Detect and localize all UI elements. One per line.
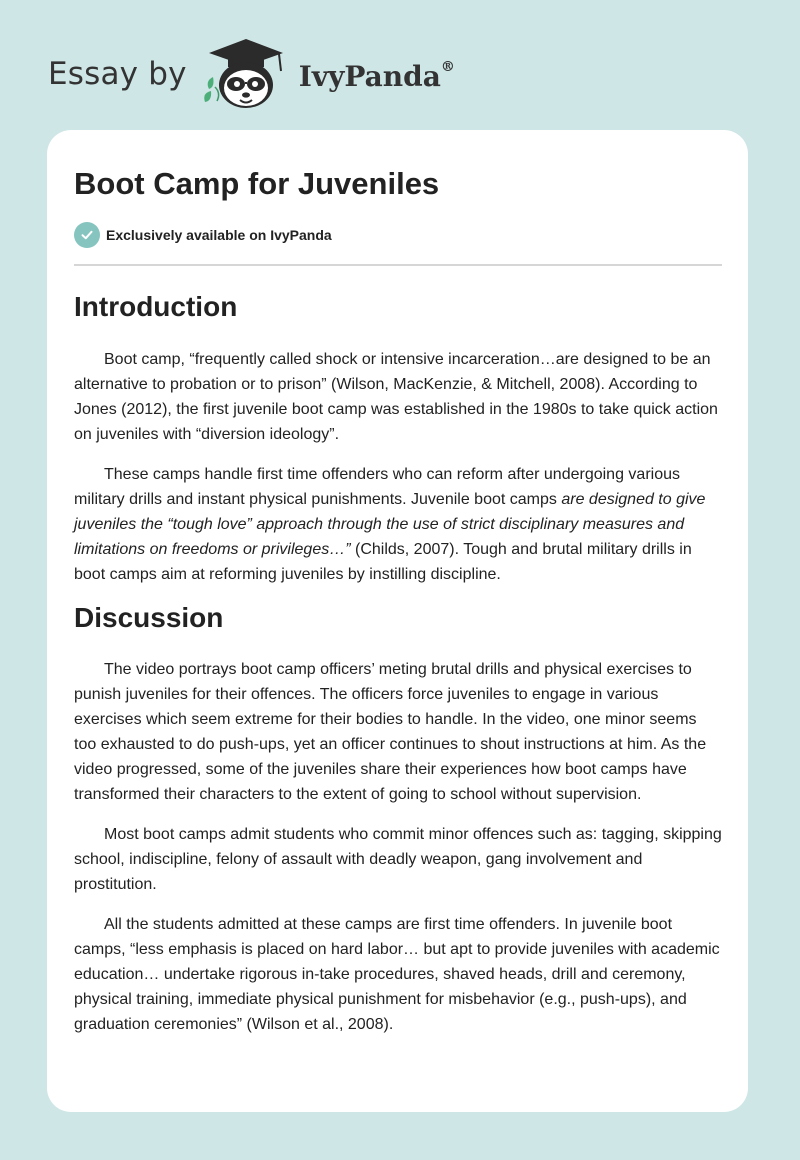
check-circle-icon bbox=[74, 222, 100, 248]
section-discussion bbox=[74, 601, 722, 1037]
paragraph: Boot camp, “frequently called shock or intensive incarceration…are designed to be an alternative to probation or to prison” (Wilson, MacKenzie, & Mitchell, 2008). According to Jones (2012), the first juvenile boot camp was established in the 1980s to take quick action on juveniles with “diversion ideology”. bbox=[74, 351, 718, 443]
exclusive-badge bbox=[74, 220, 722, 250]
site-header bbox=[48, 34, 548, 114]
section-heading: Introduction bbox=[74, 291, 238, 322]
paragraph: The video portrays boot camp officers’ meting brutal drills and physical exercises to punish juveniles for their offences. The officers force juveniles to engage in various exercises which seem extreme for their bodies to handle. In the video, one minor seems too exhausted to do push-ups, yet an officer continues to shout instructions at him. As the video progressed, some of the juveniles share their experiences how boot camps have transformed their characters to the extent of going to school without supervision. bbox=[74, 661, 707, 803]
paragraph: All the students admitted at these camps are first time offenders. In juvenile boot camps, “less emphasis is placed on hard labor… but apt to provide juveniles with academic education… undertake rigorous in-take procedures, shaved heads, drill and ceremony, physical training, immediate physical punishment for misbehavior (e.g., push-ups), and graduation ceremonies” (Wilson et al., 2008). bbox=[74, 916, 720, 1033]
registered-mark: ® bbox=[440, 59, 455, 76]
essay-by-label: Essay by bbox=[48, 56, 187, 92]
badge-text: Exclusively available on IvyPanda bbox=[106, 227, 332, 243]
paragraph: These camps handle first time offenders who can reform after undergoing various military drills and instant physical punishments. Juvenile boot camps are designed to give juveniles the “tough love” approach through the use of strict disciplinary measures and limitations on freedoms or privileges…” (Childs, 2007). Tough and brutal military drills in boot camps aim at reforming juveniles by instilling discipline. bbox=[74, 466, 706, 583]
italic-quote: are designed to give juveniles the “tough love” approach through the use of strict disciplinary measures and limitations on freedoms or privileges…” bbox=[74, 491, 706, 558]
section-introduction bbox=[74, 290, 722, 587]
essay-card bbox=[47, 130, 748, 1112]
brand-name[interactable]: IvyPanda® bbox=[298, 59, 455, 93]
divider bbox=[74, 264, 722, 266]
panda-graduate-icon[interactable] bbox=[201, 35, 291, 113]
section-heading: Discussion bbox=[74, 602, 224, 633]
page-title: Boot Camp for Juveniles bbox=[74, 166, 440, 201]
paragraph: Most boot camps admit students who commit minor offences such as: tagging, skipping school, indiscipline, felony of assault with deadly weapon, gang involvement and prostitution. bbox=[74, 826, 722, 893]
